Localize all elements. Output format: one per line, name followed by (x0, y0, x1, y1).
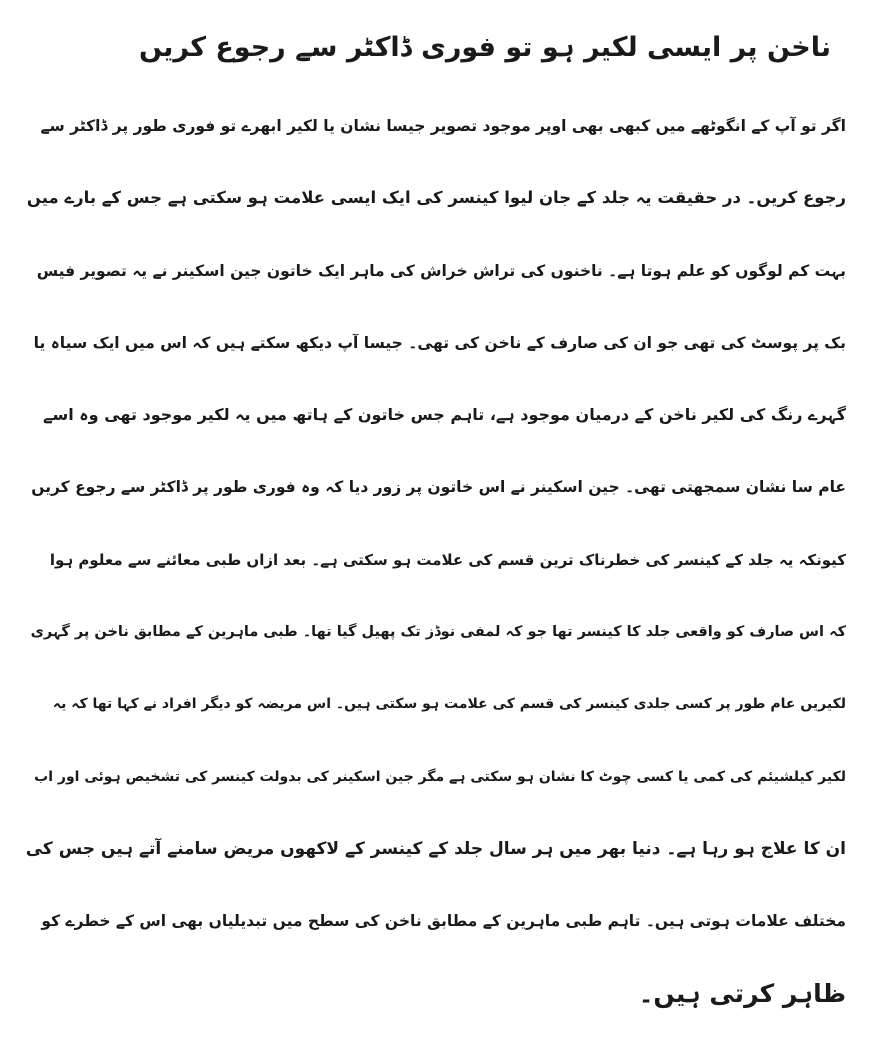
article-line: ظاہر کرتی ہیں۔ (638, 978, 846, 1008)
article-line: بک پر پوسٹ کی تھی جو ان کی صارف کے ناخن کی تھی۔ جیسا آپ دیکھ سکتے ہیں کہ اس میں ایک سیاہ یا (33, 333, 846, 352)
article-line: کیونکہ یہ جلد کے کینسر کی خطرناک ترین قسم کی علامت ہو سکتی ہے۔ بعد ازاں طبی معائنے سے معلوم ہوا (49, 550, 846, 569)
article-title: ناخن پر ایسی لکیر ہو تو فوری ڈاکٹر سے رجوع کریں (139, 32, 831, 63)
article-line: ان کا علاج ہو رہا ہے۔ دنیا بھر میں ہر سال جلد کے کینسر کے لاکھوں مریض سامنے آتے ہیں جس کی (26, 838, 846, 859)
article-line: رجوع کریں۔ در حقیقت یہ جلد کے جان لیوا کینسر کی ایک ایسی علامت ہو سکتی ہے جس کے بارے میں (26, 188, 846, 208)
article-line: لکیر کیلشیئم کی کمی یا کسی چوٹ کا نشان ہو سکتی ہے مگر جین اسکینر کی بدولت کینسر کی تشخیص ہوئی اور اب (34, 768, 846, 785)
article-line: کہ اس صارف کو واقعی جلد کا کینسر تھا جو کہ لمفی نوڈز تک پھیل گیا تھا۔ طبی ماہرین کے مطابق ناخن پر گہری (30, 624, 846, 641)
article-line: لکیریں عام طور پر کسی جلدی کینسر کی قسم کی علامت ہو سکتی ہیں۔ اس مریضہ کو دیگر افراد نے کہا تھا کہ یہ (52, 696, 846, 713)
article-line: بہت کم لوگوں کو علم ہوتا ہے۔ ناخنوں کی تراش خراش کی ماہر ایک خاتون جین اسکینر نے یہ تصویر فیس (36, 261, 846, 280)
article-line: اگر تو آپ کے انگوٹھے میں کبھی بھی اوپر موجود تصویر جیسا نشان یا لکیر ابھرے تو فوری طور پر ڈاکٹر سے (40, 117, 846, 135)
article-line: مختلف علامات ہوتی ہیں۔ تاہم طبی ماہرین کے مطابق ناخن کی سطح میں تبدیلیاں بھی اس کے خطرے کو (41, 912, 846, 931)
article-body (26, 98, 846, 1038)
article-line: گہرے رنگ کی لکیر ناخن کے درمیان موجود ہے، تاہم جس خاتون کے ہاتھ میں یہ لکیر موجود تھی وہ اسے (43, 405, 846, 425)
article-line: عام سا نشان سمجھتی تھی۔ جین اسکینر نے اس خاتون پر زور دیا کہ وہ فوری طور پر ڈاکٹر سے رجوع کریں (31, 478, 846, 497)
